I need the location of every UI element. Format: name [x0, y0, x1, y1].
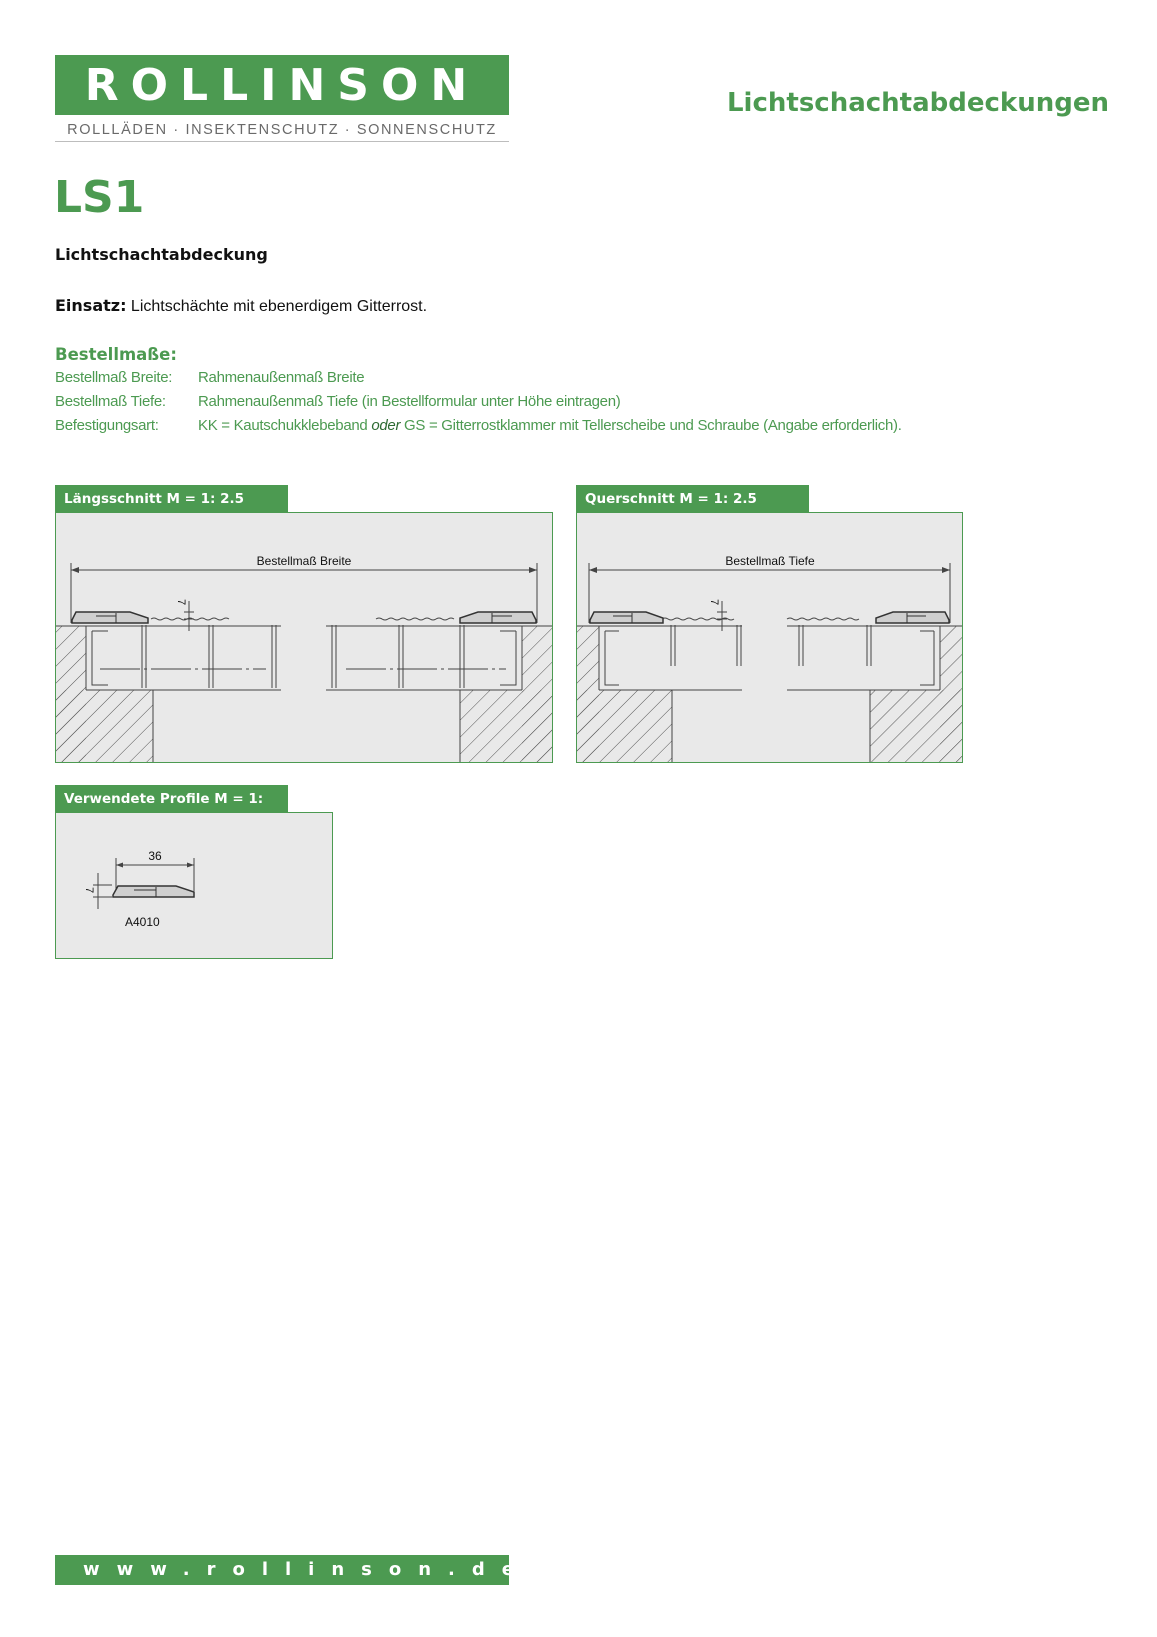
- usage-text: Lichtschächte mit ebenerdigem Gitterrost.: [126, 298, 428, 315]
- order-row-fixing: [55, 417, 902, 434]
- usage-label: Einsatz:: [55, 296, 127, 315]
- brand-logo: [55, 55, 509, 115]
- tagline-divider: [55, 141, 509, 142]
- profiles-drawing: [55, 812, 333, 959]
- order-row-depth: [55, 393, 620, 410]
- length-dimension-label: Bestellmaß Breite: [256, 554, 352, 568]
- brand-name: ROLLINSON: [84, 59, 480, 111]
- tab-length-section: Längsschnitt M = 1: 2.5: [55, 485, 288, 512]
- website-link[interactable]: www.rollinson.de: [83, 1559, 531, 1580]
- tab-cross-section: Querschnitt M = 1: 2.5: [576, 485, 809, 512]
- category-title: Lichtschachtabdeckungen: [726, 88, 1109, 118]
- cross-dimension-label: Bestellmaß Tiefe: [725, 554, 815, 568]
- order-value-b: GS = Gitterrostklammer mit Tellerscheibe und Schraube (Angabe erforderlich).: [400, 417, 902, 434]
- profile-height-label: 7: [83, 887, 95, 894]
- tab-profiles: Verwendete Profile M = 1:: [55, 785, 288, 812]
- product-code: LS1: [54, 172, 145, 223]
- order-value-a: KK = Kautschukklebeband: [198, 417, 372, 434]
- order-row-width: [55, 369, 364, 386]
- profile-width-label: 36: [148, 849, 162, 863]
- length-section-drawing: [55, 512, 553, 763]
- order-value: Rahmenaußenmaß Breite: [198, 369, 365, 386]
- usage-line: [55, 296, 427, 316]
- order-label: Bestellmaß Tiefe:: [55, 393, 166, 410]
- cross-height-label: 7: [708, 599, 720, 606]
- cross-section-drawing: [576, 512, 963, 763]
- order-value: Rahmenaußenmaß Tiefe (in Bestellformular unter Höhe eintragen): [198, 393, 621, 410]
- order-value-or: oder: [371, 417, 401, 434]
- order-heading: Bestellmaße:: [55, 345, 177, 364]
- profile-code: A4010: [125, 915, 160, 929]
- product-name: Lichtschachtabdeckung: [55, 245, 268, 264]
- order-label: Befestigungsart:: [55, 417, 159, 434]
- footer-url-bar: [55, 1555, 531, 1585]
- order-label: Bestellmaß Breite:: [55, 369, 173, 386]
- brand-tagline: ROLLLÄDEN · INSEKTENSCHUTZ · SONNENSCHUTZ: [67, 122, 497, 138]
- length-height-label: 7: [175, 599, 187, 606]
